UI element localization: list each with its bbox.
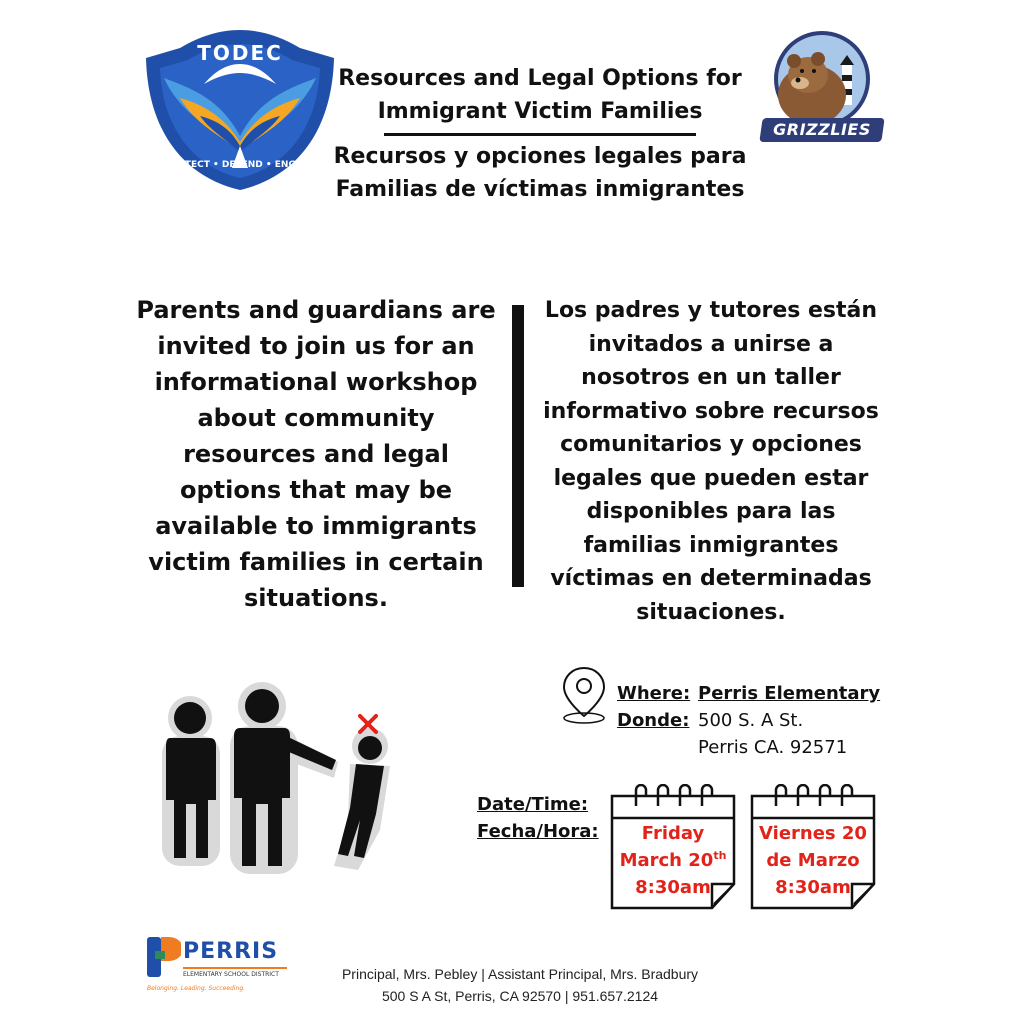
title-spanish <box>330 140 750 206</box>
grizzlies-name: GRIZZLIES <box>773 120 871 139</box>
calendar-es-time: 8:30am <box>775 877 851 898</box>
calendar-english <box>608 784 738 910</box>
perris-underline <box>183 967 287 969</box>
title-spanish-line2: Familias de víctimas inmigrantes <box>335 177 745 202</box>
title-english-line1: Resources and Legal Options for <box>338 66 742 91</box>
todec-logo <box>140 18 340 198</box>
venue-street: 500 S. A St. <box>698 710 804 731</box>
calendar-es-month: de Marzo <box>766 850 860 871</box>
invitation-english: Parents and guardians are invited to join us for an informational workshop about community resources and legal options that may be available to immigrants victim families in certain situations. <box>136 296 496 612</box>
footer-contact: 500 S A St, Perris, CA 92570 | 951.657.2124 <box>381 988 659 1004</box>
footer <box>300 963 740 1007</box>
invitation-spanish: Los padres y tutores están invitados a unirse a nosotros en un taller informativo sobre recursos comunitarios y opciones legales que pueden estar disponibles para las familias inmigrantes víctimas en determinadas situaciones. <box>543 298 879 625</box>
venue-city: Perris CA. 92571 <box>698 737 848 758</box>
calendar-en-suffix: th <box>713 849 727 862</box>
fecha-hora-label: Fecha/Hora: <box>477 821 599 842</box>
family-illustration <box>138 680 403 880</box>
title-english-line2: Immigrant Victim Families <box>377 99 703 124</box>
perris-name: PERRIS <box>183 939 279 964</box>
title-spanish-line1: Recursos y opciones legales para <box>333 144 747 169</box>
perris-logo <box>145 935 290 1000</box>
center-divider <box>512 305 524 587</box>
todec-tagline: PROTECT • DEFEND • ENGAGE <box>163 160 317 170</box>
calendar-en-time: 8:30am <box>635 877 711 898</box>
venue-name: Perris Elementary <box>698 683 881 704</box>
svg-text:TODEC: TODEC <box>197 41 283 65</box>
footer-staff: Principal, Mrs. Pebley | Assistant Principal, Mrs. Bradbury <box>341 966 699 982</box>
perris-subtitle: ELEMENTARY SCHOOL DISTRICT <box>183 971 279 978</box>
perris-slogan: Belonging. Leading. Succeeding. <box>147 985 246 992</box>
calendar-es-day: Viernes 20 <box>759 823 867 844</box>
calendar-en-day: Friday <box>641 823 705 844</box>
calendar-en-date: March 20th <box>619 849 727 871</box>
title-divider <box>384 133 696 136</box>
where-label: Where: <box>617 683 691 704</box>
date-time-label: Date/Time: <box>477 794 589 815</box>
donde-label: Donde: <box>617 710 690 731</box>
calendar-spanish <box>748 784 878 910</box>
location-pin-icon <box>558 664 610 726</box>
title-english <box>330 62 750 128</box>
